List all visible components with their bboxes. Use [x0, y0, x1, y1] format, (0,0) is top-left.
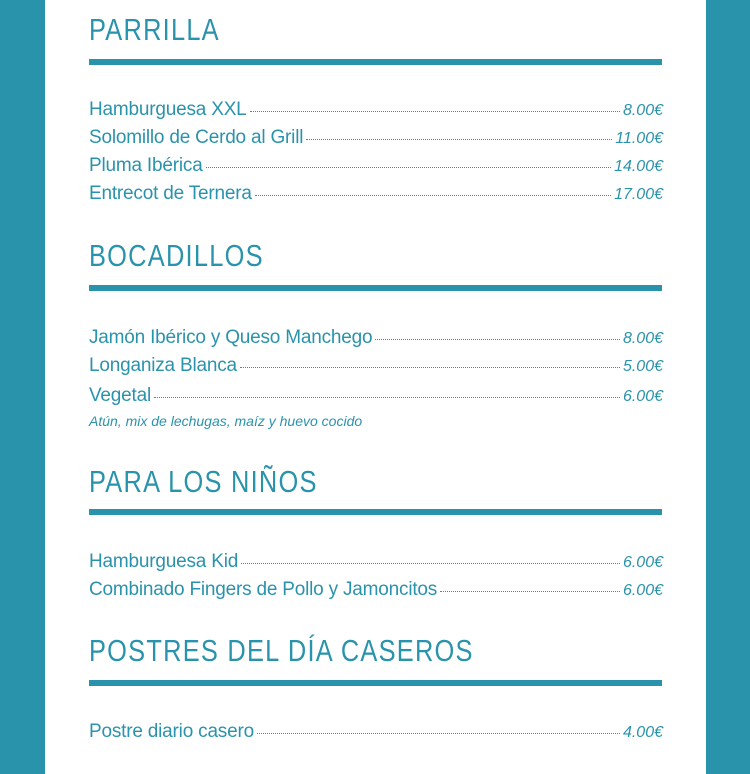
item-name: Solomillo de Cerdo al Grill: [89, 127, 304, 148]
item-description: Atún, mix de lechugas, maíz y huevo cocido: [89, 413, 363, 429]
dot-leader: [440, 590, 620, 592]
item-name: Hamburguesa Kid: [89, 551, 239, 572]
item-name: Jamón Ibérico y Queso Manchego: [89, 327, 373, 348]
item-price: 6.00€: [622, 554, 663, 571]
menu-item: [89, 355, 663, 381]
item-name: Postre diario casero: [89, 721, 254, 742]
item-price: 6.00€: [622, 388, 663, 405]
dot-leader: [257, 732, 620, 734]
item-price: 8.00€: [622, 102, 663, 119]
dot-leader: [255, 194, 611, 196]
item-price: 14.00€: [614, 158, 663, 175]
section-title: PARA LOS NIÑOS: [89, 464, 318, 499]
item-name: Hamburguesa XXL: [89, 99, 247, 120]
menu-item: [89, 551, 663, 577]
menu-item: [89, 155, 663, 181]
menu-item: [89, 579, 663, 605]
item-price: 11.00€: [615, 130, 663, 147]
dot-leader: [240, 366, 620, 368]
menu-page: [45, 0, 706, 774]
dot-leader: [250, 110, 620, 112]
item-price: 6.00€: [622, 582, 663, 599]
section-divider: [89, 680, 662, 686]
item-price: 5.00€: [622, 358, 663, 375]
menu-item: [89, 721, 663, 747]
item-price: 4.00€: [622, 724, 663, 741]
dot-leader: [306, 138, 612, 140]
section-divider: [89, 509, 662, 515]
item-name: Combinado Fingers de Pollo y Jamoncitos: [89, 579, 438, 600]
section-divider: [89, 59, 662, 65]
menu-item: [89, 99, 663, 125]
dot-leader: [154, 396, 620, 398]
section-title: BOCADILLOS: [89, 238, 264, 273]
item-name: Longaniza Blanca: [89, 355, 237, 376]
menu-item: [89, 183, 663, 209]
section-title: POSTRES DEL DÍA CASEROS: [89, 633, 474, 668]
dot-leader: [241, 562, 620, 564]
item-price: 8.00€: [622, 330, 663, 347]
item-name: Vegetal: [89, 385, 151, 406]
dot-leader: [375, 338, 620, 340]
section-divider: [89, 285, 662, 291]
menu-item: [89, 327, 663, 353]
item-name: Entrecot de Ternera: [89, 183, 252, 204]
item-price: 17.00€: [614, 186, 663, 203]
menu-item: [89, 127, 663, 153]
section-title: PARRILLA: [89, 12, 220, 47]
menu-item: [89, 385, 663, 411]
dot-leader: [206, 166, 612, 168]
item-name: Pluma Ibérica: [89, 155, 203, 176]
